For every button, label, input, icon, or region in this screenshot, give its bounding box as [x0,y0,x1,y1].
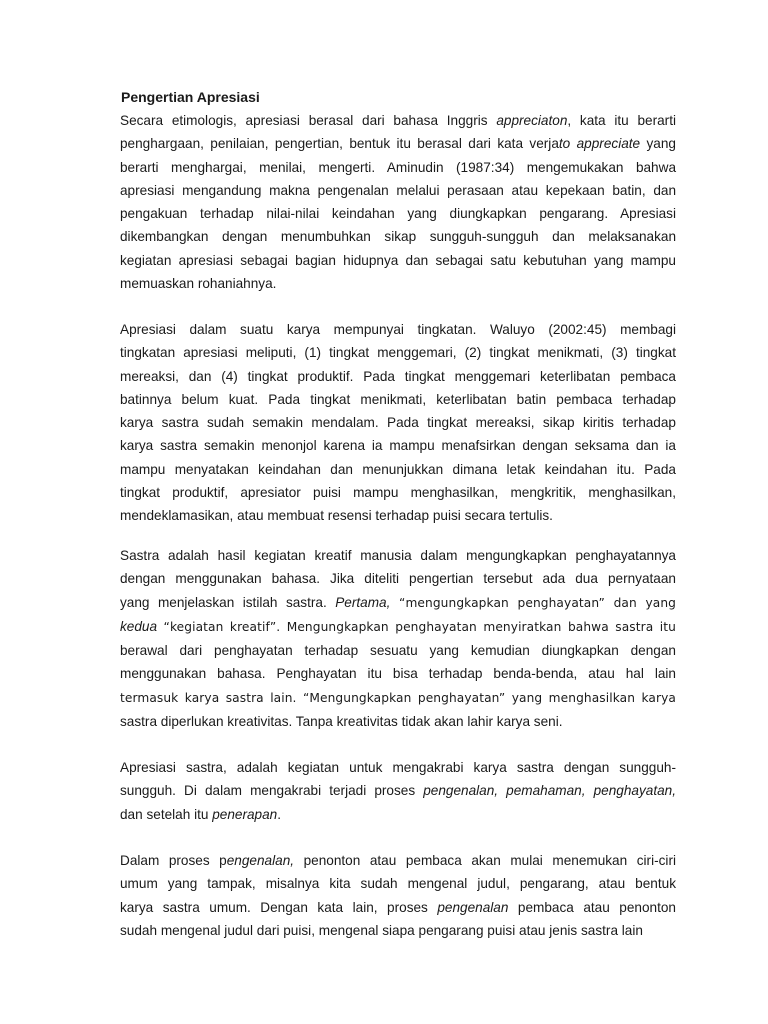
text-run: sungguh. Di dalam mengakrabi terjadi proses [120,783,424,799]
text-line [120,803,676,826]
text-line [120,109,676,132]
document-title: Pengertian Apresiasi [121,89,260,105]
paragraph-definition [120,109,676,295]
text-line [120,567,676,590]
text-run: karya sastra semakin menonjol karena ia mampu menafsirkan dengan seksama dan ia [120,438,676,454]
text-run: Secara etimologis, apresiasi berasal dari bahasa Inggris [120,113,497,128]
text-run: “kegiatan kreatif”. Mengungkapkan penghayatan menyiratkan bahwa sastra itu [157,619,676,634]
text-line [120,365,676,388]
text-run: Apresiasi sastra, adalah kegiatan untuk mengakrabi karya sastra dengan sungguh- [120,760,676,775]
text-line [120,388,676,411]
text-line [120,504,676,527]
text-run: yang menjelaskan istilah sastra. [120,594,336,610]
text-line [120,318,676,341]
text-run: Dalam proses p [120,853,227,868]
paragraph-literature-definition [120,544,676,733]
italic-term: kedua [120,618,158,634]
text-line [120,202,676,225]
text-run: Apresiasi dalam suatu karya mempunyai tingkatan. Waluyo (2002:45) membagi [120,322,676,337]
text-line [120,615,676,639]
text-run: pembaca atau penonton [508,899,676,915]
text-run: umum yang tampak, misalnya kita sudah mengenal judul, pengarang, atau bentuk [120,876,676,892]
text-line [120,132,676,155]
text-run: tingkatan apresiasi meliputi, (1) tingkat menggemari, (2) tingkat menikmati, (3) tingkat [120,345,676,361]
italic-term: Pertama, [335,594,391,610]
text-run: sastra diperlukan kreativitas. Tanpa kreativitas tidak akan lahir karya seni. [120,714,563,730]
text-run: karya sastra umum. Dengan kata lain, proses [120,899,438,915]
text-line [120,639,676,662]
text-run: “mengungkapkan penghayatan” dan yang [390,595,676,610]
text-line [120,710,676,733]
text-run: memuaskan rohaniahnya. [120,276,277,292]
text-line [120,756,676,779]
text-run: . [277,806,281,822]
text-run: pengakuan terhadap nilai-nilai keindahan yang diungkapkan pengarang. Apresiasi [120,206,676,222]
text-run: kegiatan apresiasi sebagai bagian hidupnya dan sebagai satu kebutuhan yang mampu [120,252,676,268]
text-run: penghargaan, penilaian, pengertian, bentuk itu berasal dari kata verja [120,136,559,152]
text-run: yang [640,136,676,152]
text-line [120,481,676,504]
text-line [120,919,676,942]
text-run: tingkat produktif, apresiator puisi mampu menghasilkan, mengkritik, menghasilkan, [120,485,676,501]
paragraph-appreciation-levels [120,318,676,528]
text-line [120,849,676,872]
text-run: mendeklamasikan, atau membuat resensi terhadap puisi secara tertulis. [120,508,553,524]
text-line [120,544,676,567]
text-run: dan setelah itu [120,806,213,822]
italic-term: engenalan, [226,853,295,868]
text-run: penonton atau pembaca akan mulai menemukan ciri-ciri [294,853,676,868]
text-run: batinnya belum kuat. Pada tingkat menikmati, keterlibatan batin pembaca terhadap [120,391,676,407]
text-line [120,179,676,202]
text-line [120,411,676,434]
text-line [120,896,676,919]
text-line [120,591,676,615]
text-line [120,272,676,295]
text-line [120,686,676,710]
italic-term: to appreciate [558,136,641,152]
paragraph-literary-appreciation [120,756,676,826]
text-run: Sastra adalah hasil kegiatan kreatif manusia dalam mengungkapkan penghayatannya [120,548,676,563]
text-run: , kata itu berarti [567,113,676,128]
text-line [120,662,676,685]
text-line [120,341,676,364]
text-line [120,458,676,481]
text-run: dikembangkan dengan menumbuhkan sikap sungguh-sungguh dan melaksanakan [120,229,676,245]
italic-term: penerapan [212,806,278,822]
text-run: sudah mengenal judul dari puisi, mengenal siapa pengarang puisi atau jenis sastra lain [120,922,643,938]
text-line [120,225,676,248]
text-run: berarti menghargai, menilai, mengerti. Aminudin (1987:34) mengemukakan bahwa [120,159,676,175]
text-line [120,249,676,272]
italic-term: pengenalan [437,899,509,915]
text-line [120,779,676,802]
paragraph-recognition-process [120,849,676,942]
text-run: mereaksi, dan (4) tingkat produktif. Pada tingkat menggemari keterlibatan pembaca [120,368,676,384]
text-run: berawal dari penghayatan terhadap sesuatu yang kemudian diungkapkan dengan [120,643,676,659]
text-line [120,872,676,895]
italic-term: appreciaton [496,113,568,128]
italic-term: pengenalan, pemahaman, penghayatan, [423,783,677,799]
text-run: menggunakan bahasa. Penghayatan itu bisa terhadap benda-benda, atau hal lain [120,666,676,682]
text-run: karya sastra sudah semakin mendalam. Pada tingkat mereaksi, sikap kiritis terhadap [120,415,676,431]
text-run: apresiasi mengandung makna pengenalan melalui perasaan atau kepekaan batin, dan [120,182,676,198]
text-line [120,434,676,457]
text-run: dengan menggunakan bahasa. Jika diteliti pengertian tersebut ada dua pernyataan [120,571,676,587]
text-run: mampu menyatakan keindahan dan menunjukkan dimana letak keindahan itu. Pada [120,461,676,477]
text-run: termasuk karya sastra lain. “Mengungkapkan penghayatan” yang menghasilkan karya [120,690,676,705]
text-line [120,156,676,179]
